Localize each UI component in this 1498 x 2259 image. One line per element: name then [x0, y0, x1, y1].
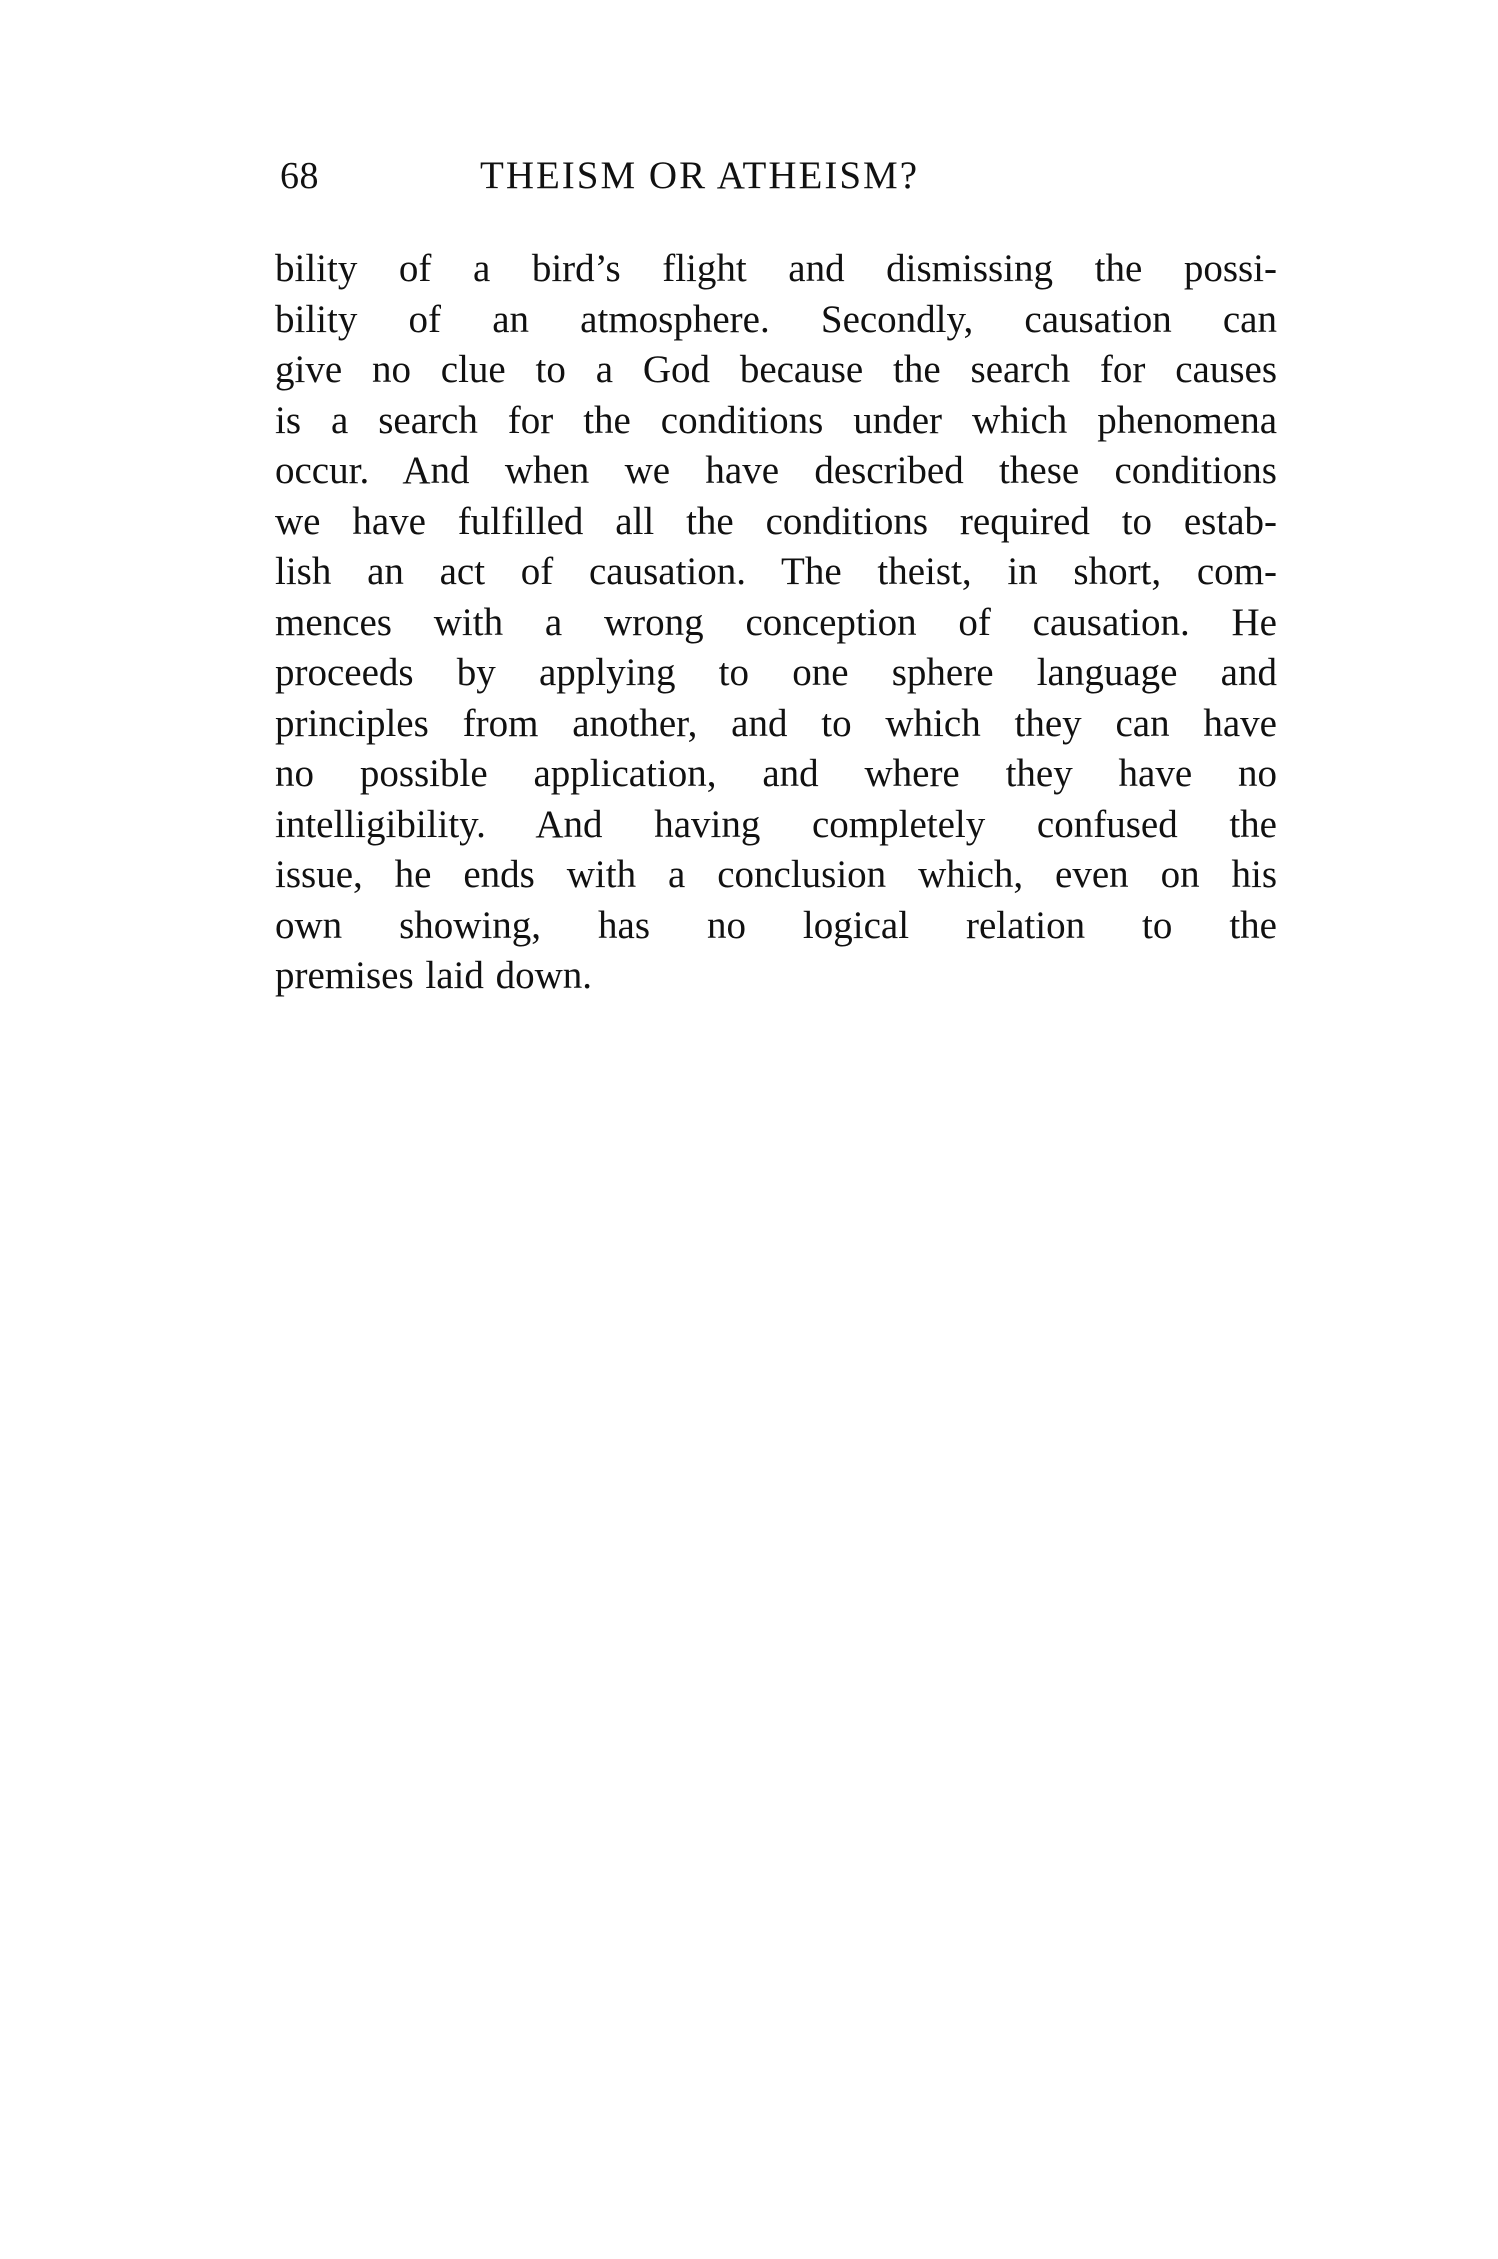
text-line: intelligibility. And having completely confused the — [275, 802, 1277, 846]
text-line: bility of an atmosphere. Secondly, causation can — [275, 297, 1277, 341]
text-line-last: premises laid down. — [275, 954, 593, 997]
page-number: 68 — [280, 155, 319, 197]
text-line: lish an act of causation. The theist, in short, com- — [275, 550, 1277, 593]
text-line: own showing, has no logical relation to the — [275, 903, 1277, 947]
running-head — [280, 148, 1240, 204]
text-line: issue, he ends with a conclusion which, even on his — [275, 853, 1277, 896]
text-line: occur. And when we have described these conditions — [275, 449, 1277, 492]
text-line: we have fulfilled all the conditions required to estab- — [275, 499, 1277, 543]
text-line: mences with a wrong conception of causation. He — [275, 600, 1277, 644]
text-line: give no clue to a God because the search for causes — [275, 348, 1277, 391]
text-line: no possible application, and where they have no — [275, 752, 1277, 795]
text-line: is a search for the conditions under which phenomena — [275, 398, 1277, 442]
text-line: bility of a bird’s flight and dismissing the possi- — [275, 247, 1277, 290]
text-line: principles from another, and to which they can have — [275, 701, 1277, 745]
running-title: THEISM OR ATHEISM? — [480, 154, 920, 197]
text-line: proceeds by applying to one sphere language and — [275, 651, 1277, 694]
body-paragraph — [275, 244, 1277, 1002]
